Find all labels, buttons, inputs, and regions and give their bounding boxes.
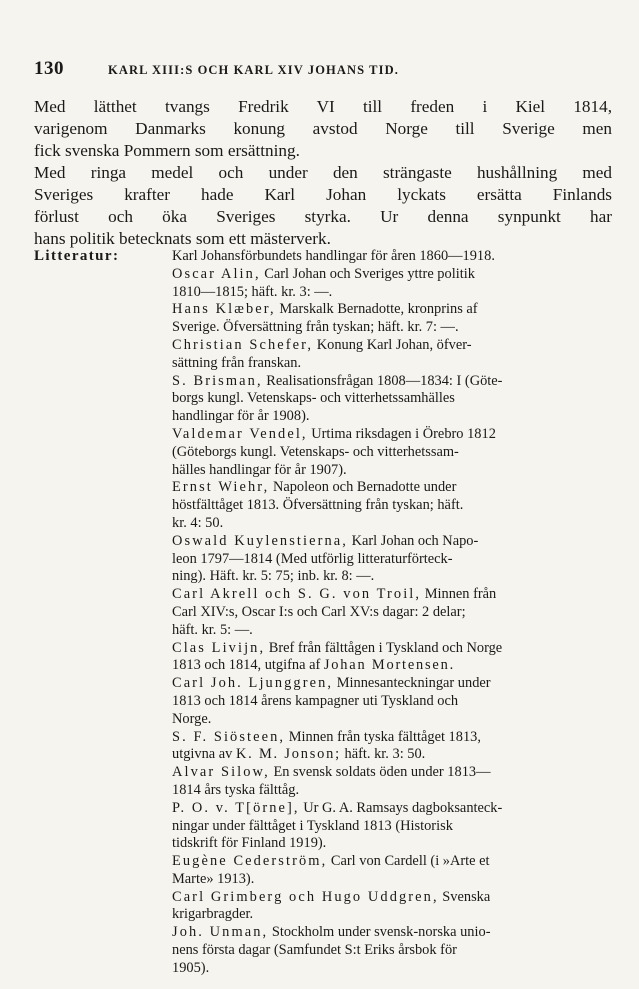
literature-entry (172, 800, 612, 853)
entry-author: S. F. Siösteen, (172, 728, 286, 745)
literature-entry (172, 764, 612, 800)
paragraph-line: varigenom Danmarks konung avstod Norge till Sverige men (34, 119, 612, 138)
literature-entry (172, 337, 612, 373)
entry-text: 1813 och 1814 årens kampagner uti Tyskland och (172, 692, 459, 709)
entry-text: (Göteborgs kungl. Vetenskaps- och vitterhetssam- (172, 443, 459, 460)
entry-text: Napoleon och Bernadotte under (272, 479, 457, 496)
paragraph-line: fick svenska Pommern som ersättning. (34, 141, 300, 160)
entry-editor: Johan Mortensen. (323, 657, 456, 674)
entry-author: Hans Klæber, (172, 301, 276, 318)
literature-entry (172, 533, 612, 586)
literature-entry (172, 266, 612, 302)
literature-header-row (34, 248, 612, 266)
page-number: 130 (34, 58, 64, 79)
entry-author: Eugène Cederström, (172, 853, 328, 870)
entry-editor: K. M. Jonson; (235, 746, 341, 763)
entry-text: Realisationsfrågan 1808—1834: I (Göte- (266, 372, 503, 389)
paragraph-line: Med ringa medel och under den strängaste hushållning med (34, 163, 612, 182)
entry-text: Carl XIV:s, Oscar I:s och Carl XV:s dagar: 2 delar; (172, 603, 466, 620)
literature-entry (172, 479, 612, 532)
entry-author: Valdemar Vendel, (172, 425, 308, 442)
literature-entry (172, 640, 612, 676)
entry-text: Karl Johan och Napo- (351, 532, 479, 549)
entry-text: 1813 och 1814, utgifna af (172, 657, 321, 674)
entry-text: 1810—1815; häft. kr. 3: —. (172, 283, 333, 300)
entry-author: Ernst Wiehr, (172, 479, 270, 496)
paragraph-line: Sveriges krafter hade Karl Johan lyckats ersätta Finlands (34, 185, 612, 204)
paragraph-1 (34, 96, 612, 162)
literature-entry (172, 924, 612, 977)
entry-text: leon 1797—1814 (Med utförlig litteraturförteck- (172, 550, 453, 567)
body-text (34, 96, 612, 250)
entry-text: Marskalk Bernadotte, kronprins af (279, 301, 478, 318)
literature-list (34, 248, 612, 978)
running-head (34, 58, 504, 82)
entry-text: Minnen från (424, 586, 497, 603)
entry-text: Minnesanteckningar under (336, 675, 491, 692)
entry-text: hälles handlingar för år 1907). (172, 461, 347, 478)
entry-author: Joh. Unman, (172, 924, 269, 941)
literature-entry (172, 426, 612, 479)
entry-author: Oscar Alin, (172, 265, 261, 282)
entry-text: Minnen från tyska fälttåget 1813, (288, 728, 481, 745)
entry-text: sättning från franskan. (172, 354, 302, 371)
literature-entry (172, 675, 612, 728)
entry-text: nens första dagar (Samfundet S:t Eriks årsbok för (172, 942, 457, 959)
entry-author: S. Brisman, (172, 372, 263, 389)
entry-text: Bref från fälttågen i Tyskland och Norge (268, 639, 503, 656)
entry-author: Carl Grimberg och Hugo Uddgren, (172, 888, 439, 905)
literature-label: Litteratur: (34, 248, 120, 264)
entry-text: Stockholm under svensk-norska unio- (271, 924, 491, 941)
entry-text: Norge. (172, 710, 212, 727)
entry-text: kr. 4: 50. (172, 514, 224, 531)
paragraph-line: Med lätthet tvangs Fredrik VI till freden i Kiel 1814, (34, 97, 612, 116)
literature-entry (172, 301, 612, 337)
running-title: KARL XIII:S OCH KARL XIV JOHANS TID. (108, 63, 399, 77)
literature-entry (172, 889, 612, 925)
entry-text: Carl Johan och Sveriges yttre politik (264, 265, 475, 282)
entry-text: häft. kr. 3: 50. (344, 746, 426, 763)
entry-author: P. O. v. T[örne], (172, 799, 300, 816)
entry-author: Christian Schefer, (172, 336, 314, 353)
paragraph-line: hans politik betecknats som ett mästerverk. (34, 229, 331, 248)
entry-text: Ur G. A. Ramsays dagboksanteck- (303, 799, 503, 816)
entry-text: häft. kr. 5: —. (172, 621, 253, 638)
entry-text: Konung Karl Johan, öfver- (316, 336, 472, 353)
entry-text: krigarbragder. (172, 906, 254, 923)
entry-text: höstfälttåget 1813. Öfversättning från tyskan; häft. (172, 497, 464, 514)
entry-text: ning). Häft. kr. 5: 75; inb. kr. 8: —. (172, 568, 375, 585)
entry-author: Oswald Kuylenstierna, (172, 532, 348, 549)
entry-text: Sverige. Öfversättning från tyskan; häft. kr. 7: —. (172, 319, 459, 336)
entry-text: ningar under fälttåget i Tyskland 1813 (Historisk (172, 817, 453, 834)
entry-text: borgs kungl. Vetenskaps- och vitterhetssamhälles (172, 390, 455, 407)
entry-author: Alvar Silow, (172, 764, 270, 781)
entry-text: utgivna av (172, 746, 233, 763)
entry-text: En svensk soldats öden under 1813— (273, 764, 491, 781)
entry-text: handlingar för år 1908). (172, 408, 310, 425)
entry-text: Urtima riksdagen i Örebro 1812 (311, 425, 496, 442)
entry-text: tidskrift för Finland 1919). (172, 835, 327, 852)
entry-text: Marte» 1913). (172, 870, 255, 887)
literature-entry (172, 373, 612, 426)
literature-entry: Karl Johansförbundets handlingar för åren 1860—1918. (172, 248, 495, 264)
literature-entry (172, 729, 612, 765)
entry-text: 1814 års tyska fälttåg. (172, 781, 300, 798)
paragraph-line: förlust och öka Sveriges styrka. Ur denna synpunkt har (34, 207, 612, 226)
entry-text: Svenska (442, 888, 491, 905)
entry-text: 1905). (172, 959, 210, 976)
entry-author: Carl Joh. Ljunggren, (172, 675, 334, 692)
literature-entry (172, 586, 612, 639)
paragraph-2 (34, 162, 612, 250)
entry-author: Carl Akrell och S. G. von Troil, (172, 586, 422, 603)
literature-entry (172, 853, 612, 889)
entry-author: Clas Livijn, (172, 639, 266, 656)
entry-text: Carl von Cardell (i »Arte et (330, 853, 490, 870)
